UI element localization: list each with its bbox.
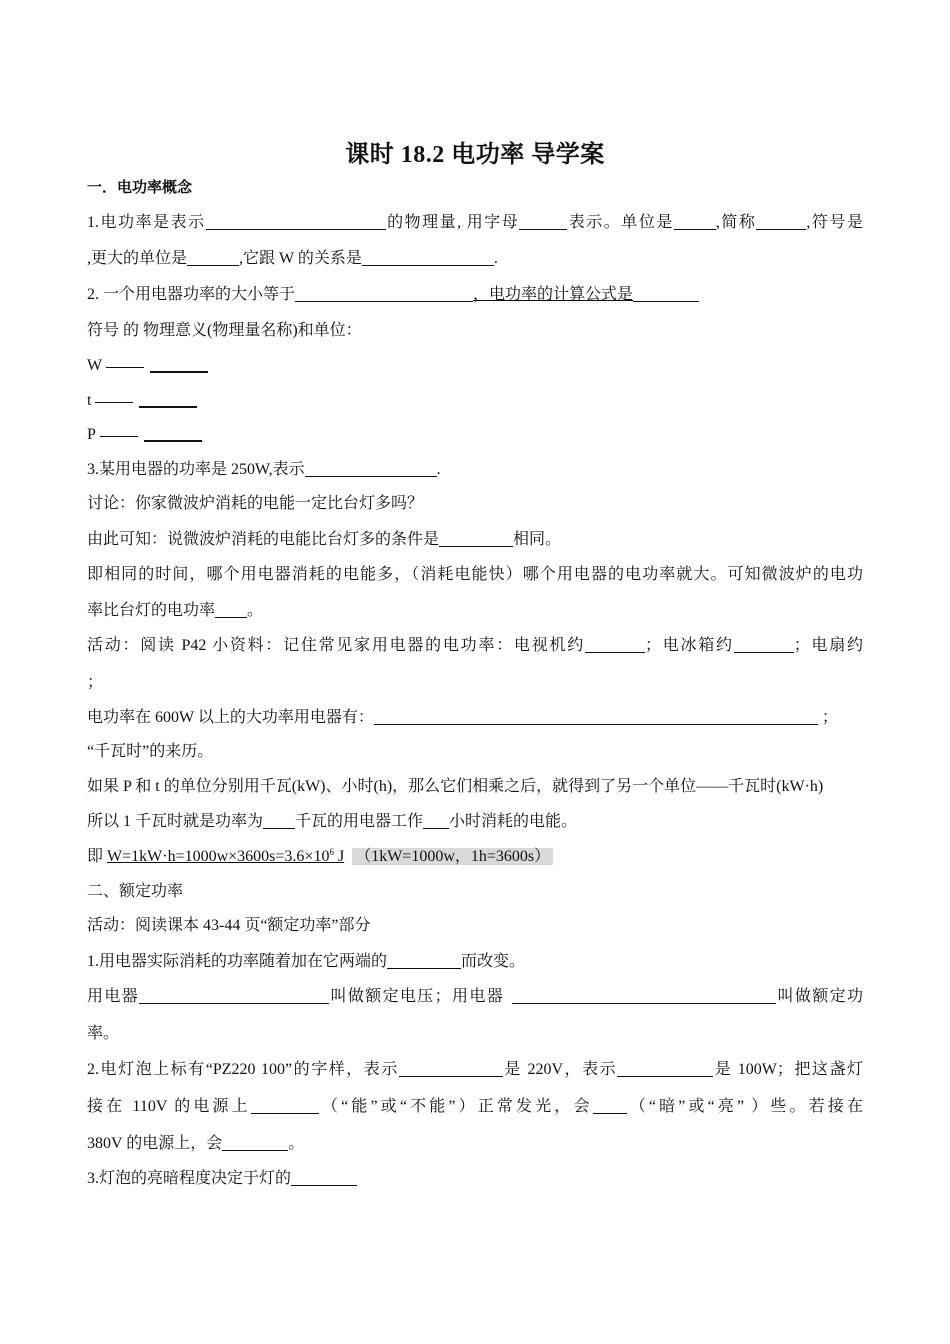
question-3: 3.某用电器的功率是 250W,表示 . — [87, 461, 441, 478]
answer-blank[interactable] — [150, 356, 208, 373]
paragraph-same-time-cont: 率比台灯的电功率 。 — [87, 602, 264, 619]
question-2: 2. 一个用电器功率的大小等于 ，电功率的计算公式是 — [87, 285, 699, 305]
answer-blank[interactable] — [305, 461, 437, 477]
formula-note: （1kW=1000w，1h=3600s） — [352, 848, 553, 865]
conclusion: 由此可知：说微波炉消耗的电能比台灯多的条件是 相同。 — [87, 531, 562, 548]
symbol-row-w: W — [87, 356, 208, 376]
symbol-row-t: t — [87, 391, 197, 411]
answer-blank[interactable] — [585, 637, 645, 653]
dash — [95, 393, 133, 403]
answer-blank[interactable] — [593, 1098, 627, 1114]
answer-blank[interactable] — [439, 531, 513, 547]
answer-blank[interactable] — [222, 1135, 288, 1151]
answer-blank[interactable] — [756, 214, 806, 230]
answer-blank[interactable] — [674, 214, 716, 230]
rated-question-1: 1.用电器实际消耗的功率随着加在它两端的 而改变。 — [87, 953, 526, 970]
formula-main: $W=1kW\cdot h=1000w\times 3600s=3.6\times 10^6$ J — [107, 847, 345, 865]
answer-blank[interactable] — [215, 602, 247, 618]
answer-blank[interactable] — [251, 1098, 319, 1114]
answer-blank[interactable] — [374, 709, 818, 725]
rated-voltage-definition: 用电器 叫做额定电压；用电器 叫做额定功 — [87, 988, 863, 1005]
question-1-line-2: ,更大的单位是 ,它跟 W 的关系是 . — [87, 250, 498, 267]
activity-appliance-power-cont: ； — [87, 674, 104, 691]
paragraph-same-time: 即相同的时间，哪个用电器消耗的电能多，（消耗电能快）哪个用电器的电功率就大。可知微波炉的电功 — [87, 566, 863, 583]
kwh-paragraph: 如果 P 和 t 的单位分别用千瓦(kW)、小时(h)，那么它们相乘之后，就得到了另一个单位——千瓦时(kW·h) — [87, 778, 824, 795]
answer-blank[interactable] — [139, 391, 197, 408]
answer-blank[interactable] — [206, 214, 386, 230]
rated-question-2-line-3: 380V 的电源上，会 。 — [87, 1135, 305, 1152]
kwh-origin: “千瓦时”的来历。 — [87, 743, 214, 760]
answer-blank[interactable] — [387, 953, 461, 969]
kwh-formula: 即 $W=1kW\cdot h=1000w\times 3600s=3.6\times 10^6$ J （1kW=1000w，1h=3600s） — [87, 847, 553, 867]
answer-blank[interactable] — [263, 813, 295, 829]
symbol-intro: 符号 的 物理意义(物理量名称)和单位： — [87, 322, 362, 339]
answer-blank[interactable] — [617, 1061, 713, 1077]
answer-blank[interactable] — [512, 988, 776, 1004]
rated-voltage-definition-cont: 率。 — [87, 1025, 120, 1042]
answer-blank[interactable] — [362, 250, 494, 266]
section-heading-rated-power: 二、额定功率 — [87, 883, 184, 900]
answer-blank[interactable] — [734, 637, 794, 653]
activity-appliance-power: 活动：阅读 P42 小资料：记住常见家用电器的电功率：电视机约 ；电冰箱约 ；电扇约 — [87, 637, 863, 654]
answer-blank[interactable] — [633, 286, 699, 302]
rated-question-3: 3.灯泡的亮暗程度决定于灯的 — [87, 1169, 357, 1189]
answer-blank[interactable] — [144, 425, 202, 442]
rated-question-2-line-1: 2.电灯泡上标有“PZ220 100”的字样，表示 是 220V，表示 是 100W；把这盏灯 — [87, 1061, 863, 1078]
section-heading-power-concept: 一．电功率概念 — [87, 180, 193, 196]
answer-blank[interactable] — [291, 1170, 357, 1186]
page-title: 课时 18.2 电功率 导学案 — [345, 142, 605, 168]
activity-rated-power: 活动：阅读课本 43-44 页“额定功率”部分 — [87, 917, 371, 934]
rated-question-2-line-2: 接在 110V 的电源上 （“能”或“不能”）正常发光，会 （“暗”或“亮” ）些。若接在 — [87, 1098, 863, 1115]
answer-blank[interactable] — [187, 250, 239, 266]
high-power-appliances: 电功率在 600W 以上的大功率用电器有： ； — [87, 709, 838, 726]
symbol-row-p: P — [87, 425, 202, 445]
answer-blank[interactable] — [519, 214, 567, 230]
discussion: 讨论：你家微波炉消耗的电能一定比台灯多吗？ — [87, 495, 424, 512]
answer-blank[interactable] — [139, 988, 329, 1004]
answer-blank[interactable] — [295, 286, 473, 302]
answer-blank[interactable] — [423, 813, 449, 829]
question-1-line-1: 1.电功率是表示 的物理量, 用字母 表示。单位是 ,简称 ,符号是 — [87, 214, 863, 231]
dash — [106, 358, 144, 368]
dash — [100, 427, 138, 437]
kwh-definition: 所以 1 千瓦时就是功率为 千瓦的用电器工作 小时消耗的电能。 — [87, 813, 578, 830]
answer-blank[interactable] — [399, 1061, 503, 1077]
